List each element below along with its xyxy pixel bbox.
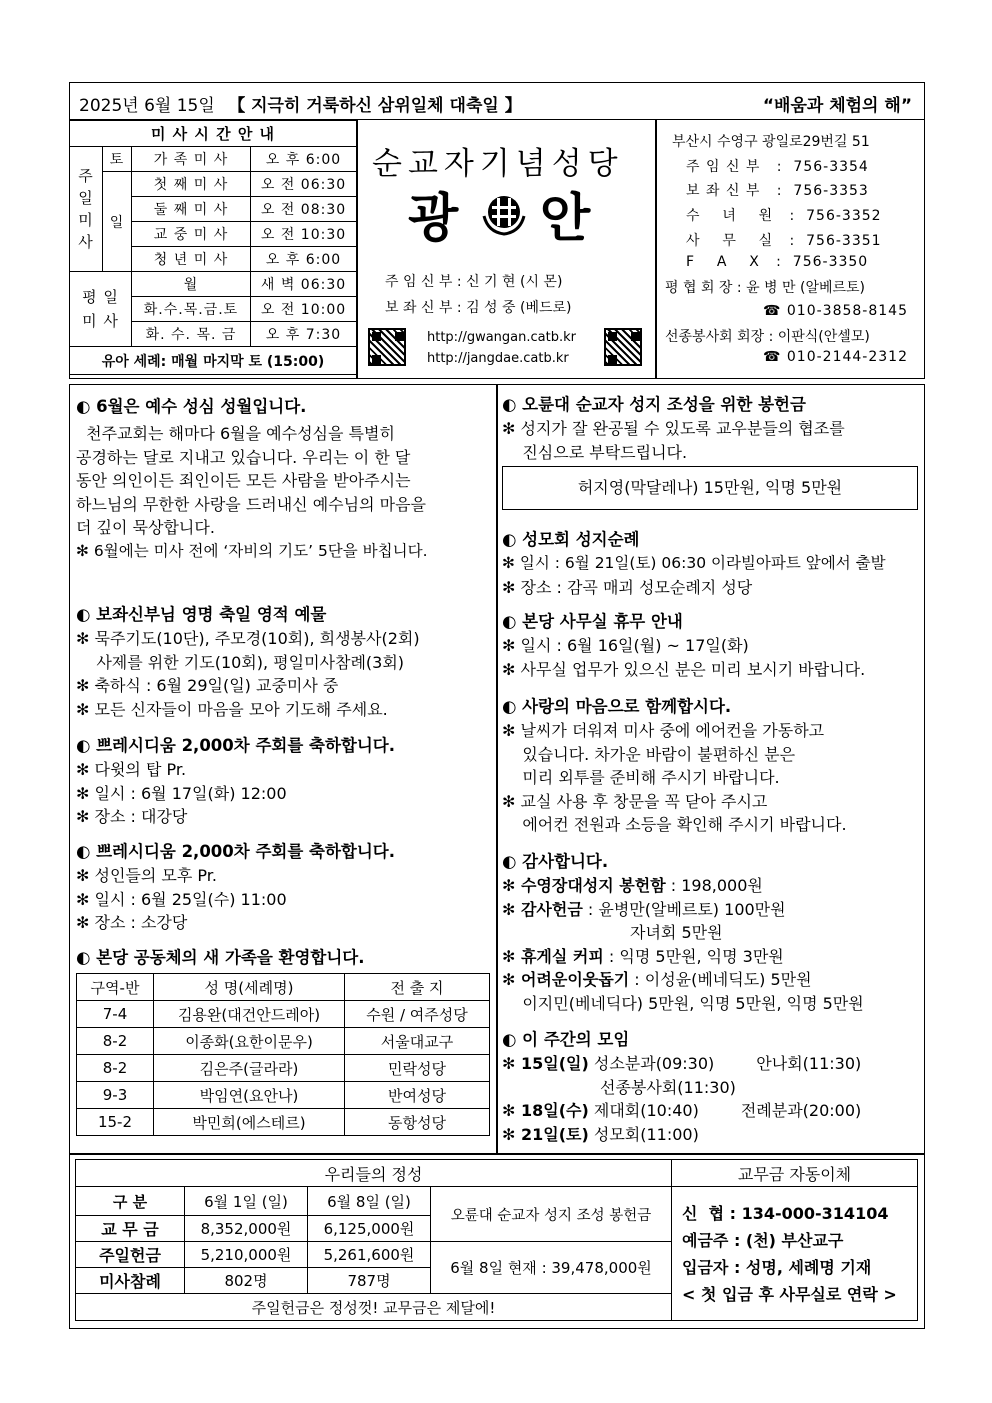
qr-code-icon (368, 328, 406, 366)
council-tel: ☎ 010-3858-8145 (763, 303, 908, 319)
mass-name: 첫 째 미 사 (132, 172, 251, 197)
mass-title: 미 사 시 간 안 내 (70, 121, 357, 147)
text-line: 이지민(베네딕다) 5만원, 익명 5만원, 익명 5만원 (502, 993, 864, 1013)
council-head: 평 협 회 장 : 윤 병 만 (알베르토) (665, 280, 866, 296)
section-title: ◐ 성모회 성지순례 (502, 530, 640, 549)
mass-time: 오 전 06:30 (251, 172, 357, 197)
header-date (79, 91, 522, 116)
section-title: ◐ 본당 공동체의 새 가족을 환영합니다. (76, 948, 365, 967)
sunday-label: 일 (103, 172, 132, 272)
cell: 802명 (185, 1268, 308, 1294)
cell: 5,210,000원 (185, 1242, 308, 1268)
text-line: ✻ 일시 : 6월 17일(화) 12:00 (76, 783, 287, 803)
table-row (77, 1001, 490, 1028)
contact-line: 보 좌 신 부 : 756-3353 (686, 183, 869, 199)
finance-title: 우리들의 정성 (76, 1160, 672, 1187)
mass-time: 새 벽 06:30 (251, 272, 357, 297)
baptism-info: 유아 세례: 매월 마지막 토 (15:00) (70, 347, 357, 375)
section-sacred-heart (76, 395, 428, 563)
mass-name: 화.수.목.금.토 (132, 297, 251, 322)
church-emblem (478, 186, 530, 238)
senior-tel: ☎ 010-2144-2312 (763, 349, 908, 365)
text-line (502, 1099, 861, 1123)
text-line: 자녀회 5만원 (630, 923, 723, 942)
cell: 8-2 (77, 1055, 154, 1082)
section-pilgrimage (502, 528, 886, 599)
cell: 6,125,000원 (308, 1216, 431, 1242)
text-line (502, 898, 864, 922)
section-aircon (502, 695, 847, 837)
text-line: ✻ 축하식 : 6월 29일(일) 교중미사 중 (76, 676, 339, 695)
col-header: 6월 8일 (일) (308, 1187, 431, 1216)
section-title: ◐ 사랑의 마음으로 함께합시다. (502, 697, 732, 716)
auto-line: 신 협 : 134-000-314104 (682, 1203, 889, 1223)
section-title: ◐ 감사합니다. (502, 852, 609, 871)
text-line: 더 깊이 묵상합니다. (76, 518, 215, 537)
label: ✻ 감사헌금 (502, 899, 583, 919)
section-new-family (76, 946, 364, 970)
text-line: 있습니다. 차가운 바람이 불편하신 분은 (502, 744, 796, 764)
mass-name: 교 중 미 사 (132, 222, 251, 247)
text-line: ✻ 6월에는 미사 전에 ‘자비의 기도’ 5단을 바칩니다. (76, 541, 428, 560)
mass-name: 화. 수. 목. 금 (132, 322, 251, 347)
col-header: 구 분 (76, 1187, 185, 1216)
text-line: ✻ 교실 사용 후 창문을 꼭 닫아 주시고 (502, 791, 768, 811)
value: : 이성윤(베네딕도) 5만원 (629, 970, 812, 989)
contact-line: 주 임 신 부 : 756-3354 (686, 159, 869, 175)
mass-time: 오 전 08:30 (251, 197, 357, 222)
text-line (502, 1052, 861, 1076)
text-line: ✻ 장소 : 감곡 매괴 성모순례지 성당 (502, 577, 753, 597)
col-header: 구역-반 (77, 974, 154, 1001)
text-line: ✻ 성지가 잘 완공될 수 있도록 교우분들의 협조를 (502, 419, 845, 438)
table-row (77, 1109, 490, 1136)
cell: 8-2 (77, 1028, 154, 1055)
section-title: ◐ 쁘레시디움 2,000차 주회를 축하합니다. (76, 842, 395, 861)
text-line: 사제를 위한 기도(10회), 평일미사참례(3회) (76, 652, 405, 672)
text-line: ✻ 모든 신자들이 마음을 모아 기도해 주세요. (76, 699, 388, 719)
auto-line: < 첫 입금 후 사무실로 연락 > (682, 1284, 897, 1304)
donation-box: 허지영(막달레나) 15만원, 익명 5만원 (502, 466, 918, 510)
church-name-left: 광 (408, 189, 459, 249)
label: ✻ 어려운이웃돕기 (502, 970, 630, 989)
new-family-table (76, 973, 490, 1136)
church-name-right: 안 (540, 189, 591, 249)
col-header: 성 명(세례명) (154, 974, 345, 1001)
section-thanks (502, 850, 864, 1015)
divider (655, 120, 657, 378)
text-line: ✻ 장소 : 소강당 (76, 913, 188, 932)
contact-line: F A X : 756-3350 (686, 254, 869, 270)
label: ✻ 21일(토) (502, 1124, 589, 1144)
text-line (502, 874, 864, 898)
auto-title: 교무금 자동이체 (672, 1160, 918, 1187)
cell: 15-2 (77, 1109, 154, 1136)
mass-name: 월 (132, 272, 251, 297)
label: ✻ 수영장대성지 봉헌함 (502, 876, 666, 895)
text-line: 에어컨 전원과 소등을 확인해 주시기 바랍니다. (502, 815, 847, 834)
text-line: ✻ 장소 : 대강당 (76, 807, 188, 826)
mass-time: 오 전 10:00 (251, 297, 357, 322)
cell: 9-3 (77, 1082, 154, 1109)
pastor-line: 주 임 신 부 : 신 기 현 (시 몬) (385, 274, 563, 290)
cell: 반여성당 (345, 1082, 490, 1109)
divider (356, 120, 358, 378)
table-row (76, 1242, 672, 1268)
label: ✻ 휴게실 커피 (502, 946, 604, 966)
mass-schedule-table (69, 120, 357, 375)
feast-name: 【 지극히 거룩하신 삼위일체 대축일 】 (228, 96, 522, 116)
fund-title: 오륜대 순교자 성지 조성 봉헌금 (431, 1187, 672, 1242)
cell: 서울대교구 (345, 1028, 490, 1055)
text-line (502, 1123, 861, 1147)
value: 제대회(10:40) (588, 1101, 699, 1120)
section-presidium-1 (76, 734, 395, 829)
address: 부산시 수영구 광일로29번길 51 (672, 134, 870, 150)
emblem-icon (478, 186, 530, 238)
cell: 동항성당 (345, 1109, 490, 1136)
text-line: ✻ 묵주기도(10단), 주모경(10회), 희생봉사(2회) (76, 629, 420, 648)
section-title: ◐ 보좌신부님 영명 축일 영적 예물 (76, 605, 327, 624)
cell: 7-4 (77, 1001, 154, 1028)
sunday-mass-label: 주 일 미 사 (70, 147, 103, 272)
mass-name: 둘 째 미 사 (132, 197, 251, 222)
text-line (502, 945, 864, 969)
cell: 8,352,000원 (185, 1216, 308, 1242)
issue-date: 2025년 6월 15일 (79, 96, 215, 116)
finance-table (75, 1159, 672, 1321)
section-title: ◐ 쁘레시디움 2,000차 주회를 축하합니다. (76, 736, 395, 755)
cell: 이종화(요한이문우) (154, 1028, 345, 1055)
contact-line: 수 녀 원 : 756-3352 (686, 208, 882, 224)
cell: 교 무 금 (76, 1216, 185, 1242)
saturday-label: 토 (103, 147, 132, 172)
value: : 198,000원 (665, 876, 763, 895)
text-line: 하느님의 무한한 사랑을 드러내신 예수님의 마음을 (76, 494, 427, 514)
text-line: ✻ 일시 : 6월 25일(수) 11:00 (76, 889, 287, 909)
section-title: ◐ 6월은 예수 성심 성월입니다. (76, 397, 307, 416)
text-line: ✻ 성인들의 모후 Pr. (76, 866, 217, 885)
value: 안나회(11:30) (756, 1054, 862, 1073)
section-priest-feast (76, 603, 420, 721)
assistant-line: 보 좌 신 부 : 김 성 중 (베드로) (385, 300, 572, 316)
mass-name: 청 년 미 사 (132, 247, 251, 272)
auto-transfer-box (671, 1159, 918, 1321)
cell: 미사참례 (76, 1268, 185, 1294)
text-line: 공경하는 달로 지내고 있습니다. 우리는 이 한 달 (76, 447, 411, 467)
text-line: ✻ 사무실 업무가 있으신 분은 미리 보시기 바랍니다. (502, 659, 866, 679)
year-motto: “배움과 체험의 해” (762, 96, 912, 116)
table-row (77, 1082, 490, 1109)
section-meetings (502, 1028, 861, 1146)
text-line: ✻ 다윗의 탑 Pr. (76, 760, 187, 779)
cell: 5,261,600원 (308, 1242, 431, 1268)
col-header: 전 출 지 (345, 974, 490, 1001)
cell: 민락성당 (345, 1055, 490, 1082)
url-jangdae[interactable]: http://jangdae.catb.kr (427, 351, 569, 366)
cell: 수원 / 여주성당 (345, 1001, 490, 1028)
value: 전례분과(20:00) (740, 1101, 862, 1120)
table-row (77, 1028, 490, 1055)
section-title: ◐ 오륜대 순교자 성지 조성을 위한 봉헌금 (502, 395, 806, 414)
cell: 박임연(요안나) (154, 1082, 345, 1109)
auto-line: 예금주 : (천) 부산교구 (682, 1230, 844, 1250)
section-title: ◐ 본당 사무실 휴무 안내 (502, 612, 683, 631)
text-line: ✻ 날씨가 더워져 미사 중에 에어컨을 가동하고 (502, 721, 825, 740)
text-line: 선종봉사회(11:30) (600, 1077, 736, 1097)
table-row (77, 1055, 490, 1082)
text-line: ✻ 일시 : 6월 21일(토) 06:30 이라빌아파트 앞에서 출발 (502, 554, 886, 572)
mass-time: 오 후 7:30 (251, 322, 357, 347)
text-line: 천주교회는 해마다 6월을 예수성심을 특별히 (76, 424, 395, 443)
cell: 박민희(에스테르) (154, 1109, 345, 1136)
mass-time: 오 후 6:00 (251, 147, 357, 172)
cell: 787명 (308, 1268, 431, 1294)
auto-line: 입금자 : 성명, 세례명 기재 (682, 1257, 872, 1277)
weekday-mass-label: 평 일 미 사 (70, 272, 132, 347)
value: 성모회(11:00) (588, 1124, 699, 1144)
section-presidium-2 (76, 840, 395, 935)
cell: 김은주(글라라) (154, 1055, 345, 1082)
cell: 주일헌금 (76, 1242, 185, 1268)
text-line: ✻ 일시 : 6월 16일(월) ~ 17일(화) (502, 636, 749, 655)
text-line: 미리 외투를 준비해 주시기 바랍니다. (502, 768, 780, 787)
section-shrine-donation (502, 393, 845, 464)
contact-line: 사 무 실 : 756-3351 (686, 233, 882, 249)
value: : 윤병만(알베르토) 100만원 (582, 899, 786, 919)
value: 성소분과(09:30) (588, 1054, 715, 1073)
fund-value: 6월 8일 현재 : 39,478,000원 (431, 1242, 672, 1294)
label: ✻ 15일(일) (502, 1054, 589, 1073)
mass-time: 오 전 10:30 (251, 222, 357, 247)
finance-footer: 주일헌금은 정성껏! 교무금은 제달에! (76, 1294, 672, 1321)
text-line (502, 968, 864, 992)
senior-head: 선종봉사회 회장 : 이판식(안셀모) (665, 329, 870, 345)
section-title: ◐ 이 주간의 모임 (502, 1030, 630, 1049)
column-divider (496, 385, 498, 1153)
cell: 김용완(대건안드레아) (154, 1001, 345, 1028)
col-header: 6월 1일 (일) (185, 1187, 308, 1216)
text-line: 진심으로 부탁드립니다. (502, 442, 688, 462)
label: ✻ 18일(수) (502, 1101, 589, 1120)
value: : 익명 5만원, 익명 3만원 (603, 946, 784, 966)
text-line: 동안 의인이든 죄인이든 모든 사람을 받아주시는 (76, 471, 411, 490)
mass-time: 오 후 6:00 (251, 247, 357, 272)
mass-name: 가 족 미 사 (132, 147, 251, 172)
section-office-closed (502, 610, 865, 681)
qr-code-icon (604, 328, 642, 366)
url-gwangan[interactable]: http://gwangan.catb.kr (427, 330, 576, 345)
church-subtitle: 순교자기념성당 (372, 146, 624, 182)
